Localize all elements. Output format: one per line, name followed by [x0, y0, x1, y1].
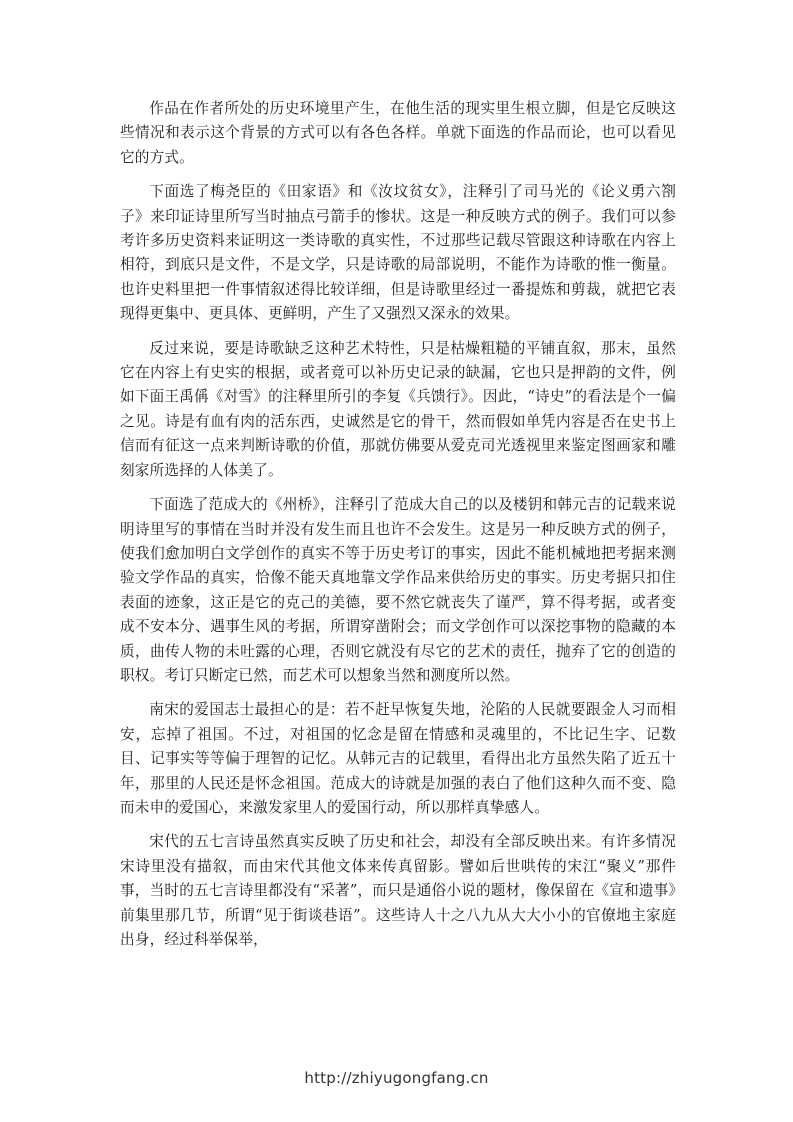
- footer-url: http://zhiyugongfang.cn: [304, 1069, 489, 1087]
- document-body: [120, 97, 676, 952]
- paragraph-6: 宋代的五七言诗虽然真实反映了历史和社会，却没有全部反映出来。有许多情况宋诗里没有描叙，而由宋代其他文体来传真留影。譬如后世哄传的宋江“聚义”那件事，当时的五七言诗里都没有“采著”，而只是通俗小说的题材，像保留在《宣和遗事》前集里那几节，所谓“见于街谈巷语”。这些诗人十之八九从大大小小的官僚地主家庭出身，经过科举保举，: [120, 833, 676, 948]
- paragraph-4: 下面选了范成大的《州桥》，注释引了范成大自己的以及楼钥和韩元吉的记载来说明诗里写的事情在当时并没有发生而且也许不会发生。这是另一种反映方式的例子，使我们愈加明白文学创作的真实不等于历史考订的事实，因此不能机械地把考据来测验文学作品的真实，恰像不能天真地靠文学作品来供给历史的事实。历史考据只扣住表面的迹象，这正是它的克己的美德，要不然它就丧失了谨严，算不得考据，或者变成不安本分、遇事生风的考据，所谓穿凿附会；而文学创作可以深挖事物的隐藏的本质，曲传人物的未吐露的心理，否则它就没有尽它的艺术的责任，抛弃了它的创造的职权。考订只断定已然，而艺术可以想象当然和测度所以然。: [120, 496, 676, 684]
- paragraph-2: 下面选了梅尧臣的《田家语》和《汝坟贫女》，注释引了司马光的《论义勇六劄子》来印证诗里所写当时抽点弓箭手的惨状。这是一种反映方式的例子。我们可以参考许多历史资料来证明这一类诗歌的真实性，不过那些记载尽管跟这种诗歌在内容上相符，到底只是文件，不是文学，只是诗歌的局部说明，不能作为诗歌的惟一衡量。也许史料里把一件事情叙述得比较详细，但是诗歌里经过一番提炼和剪裁，就把它表现得更集中、更具体、更鲜明，产生了又强烈又深永的效果。: [120, 183, 676, 323]
- paragraph-1: 作品在作者所处的历史环境里产生，在他生活的现实里生根立脚，但是它反映这些情况和表示这个背景的方式可以有各色各样。单就下面选的作品而论，也可以看见它的方式。: [120, 100, 676, 166]
- paragraph-3: 反过来说，要是诗歌缺乏这种艺术特性，只是枯燥粗糙的平铺直叙，那末，虽然它在内容上有史实的根据，或者竟可以补历史记录的缺漏，它也只是押韵的文件，例如下面王禹偁《对雪》的注释里所引的李复《兵馈行》。因此，“诗史”的看法是个一偏之见。诗是有血有肉的活东西，史诚然是它的骨干，然而假如单凭内容是否在史书上信而有征这一点来判断诗歌的价值，那就仿佛要从爱克司光透视里来鉴定图画家和雕刻家所选择的人体美了。: [120, 339, 676, 479]
- paragraph-5: 南宋的爱国志士最担心的是：若不赶早恢复失地，沦陷的人民就要跟金人习而相安，忘掉了祖国。不过，对祖国的忆念是留在情感和灵魂里的，不比记生字、记数目、记事实等等偏于理智的记忆。从韩元吉的记载里，看得出北方虽然失陷了近五十年，那里的人民还是怀念祖国。范成大的诗就是加强的表白了他们这种久而不变、隐而未申的爱国心，来激发家里人的爱国行动，所以那样真挚感人。: [120, 701, 676, 816]
